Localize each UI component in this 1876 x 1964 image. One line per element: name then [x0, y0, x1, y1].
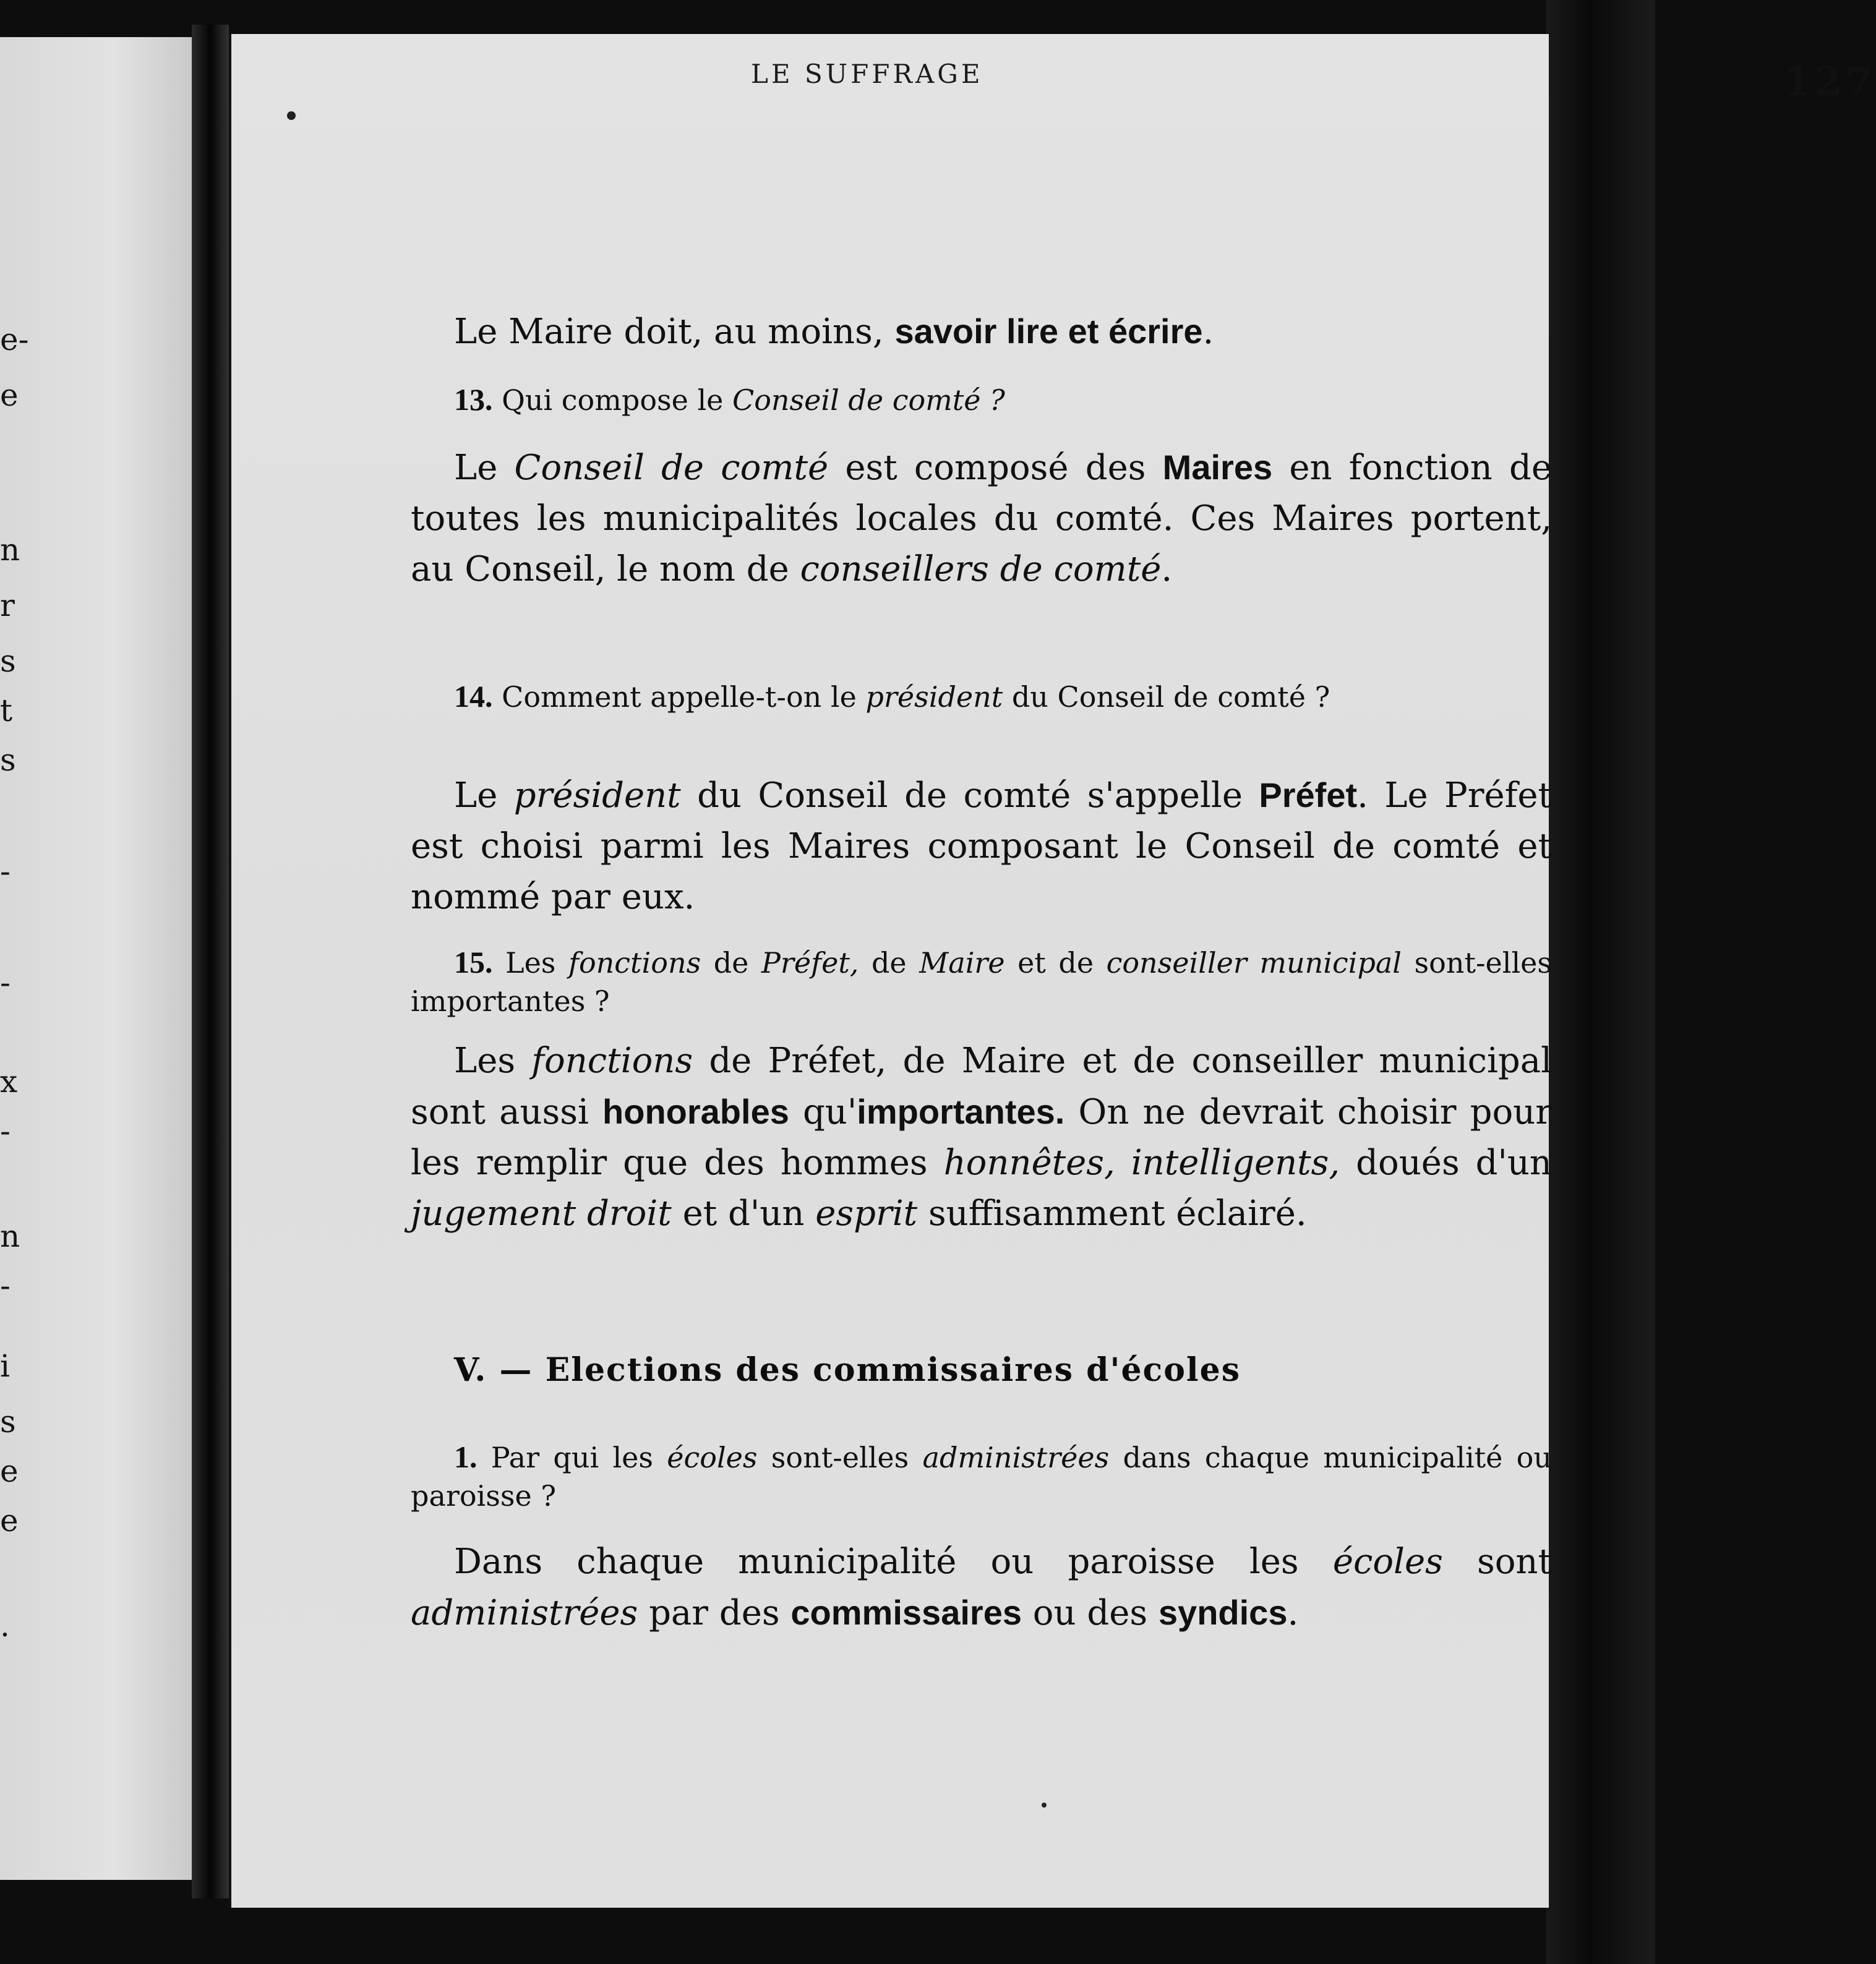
left-fragment: -	[0, 1113, 11, 1149]
answer-13: Le Conseil de comté est composé des Maires en fonction de toutes les municipalités locales du comté. Ces Maires portent, au Conseil, le nom de conseillers de comté.	[411, 448, 1552, 589]
left-fragment: r	[0, 587, 15, 623]
answer-1: Dans chaque municipalité ou paroisse les écoles sont administrées par des commissaires ou des syndics.	[411, 1542, 1553, 1633]
left-fragment: s	[0, 1404, 16, 1440]
left-fragment: n	[0, 1218, 20, 1254]
ink-speck	[287, 111, 296, 120]
book-gutter	[192, 25, 229, 1898]
answer-14: Le président du Conseil de comté s'appelle Préfet. Le Préfet est choisi parmi les Maires composant le Conseil de comté et nommé par eux.	[411, 775, 1552, 917]
paragraph-maire: Le Maire doit, au moins, savoir lire et écrire.	[454, 312, 1214, 352]
book-page	[229, 34, 1876, 1908]
question-1: 1. Par qui les écoles sont-elles administrées dans chaque municipalité ou paroisse ?	[411, 1440, 1552, 1513]
left-fragment: s	[0, 643, 16, 679]
left-fragment: n	[0, 532, 20, 568]
left-page-text-fragments	[0, 0, 29, 1964]
page-number: 127	[1784, 59, 1876, 105]
left-fragment: e	[0, 377, 19, 413]
section-heading: V. — Elections des commissaires d'écoles	[454, 1351, 1241, 1389]
running-head	[751, 59, 1876, 105]
ink-speck	[1042, 1803, 1047, 1808]
left-page-margin	[0, 37, 192, 1880]
answer-15: Les fonctions de Préfet, de Maire et de conseiller municipal sont aussi honorables qu'importantes. On ne devrait choisir pour les remplir que des hommes honnêtes, intelligents, doués d'un jugement droit et d'un esprit suffisamment éclairé.	[411, 1041, 1552, 1234]
scan-background-edge	[1546, 0, 1655, 1964]
left-fragment: e	[0, 1453, 19, 1489]
left-fragment: x	[0, 1064, 18, 1099]
question-13: 13. Qui compose le Conseil de comté ?	[454, 382, 1005, 417]
left-fragment: -	[0, 1268, 11, 1304]
question-15: 15. Les fonctions de Préfet, de Maire et de conseiller municipal sont-elles importantes ?	[411, 945, 1552, 1018]
left-fragment: i	[0, 1348, 10, 1384]
question-14: 14. Comment appelle-t-on le président du Conseil de comté ?	[454, 679, 1330, 714]
left-fragment: t	[0, 693, 13, 728]
left-fragment: -	[0, 965, 11, 1001]
left-fragment: .	[0, 1608, 10, 1644]
left-fragment: s	[0, 742, 16, 778]
running-head-title: LE SUFFRAGE	[751, 59, 983, 89]
left-fragment: -	[0, 853, 11, 889]
left-fragment: e	[0, 1503, 19, 1539]
left-fragment: e-	[0, 322, 29, 357]
